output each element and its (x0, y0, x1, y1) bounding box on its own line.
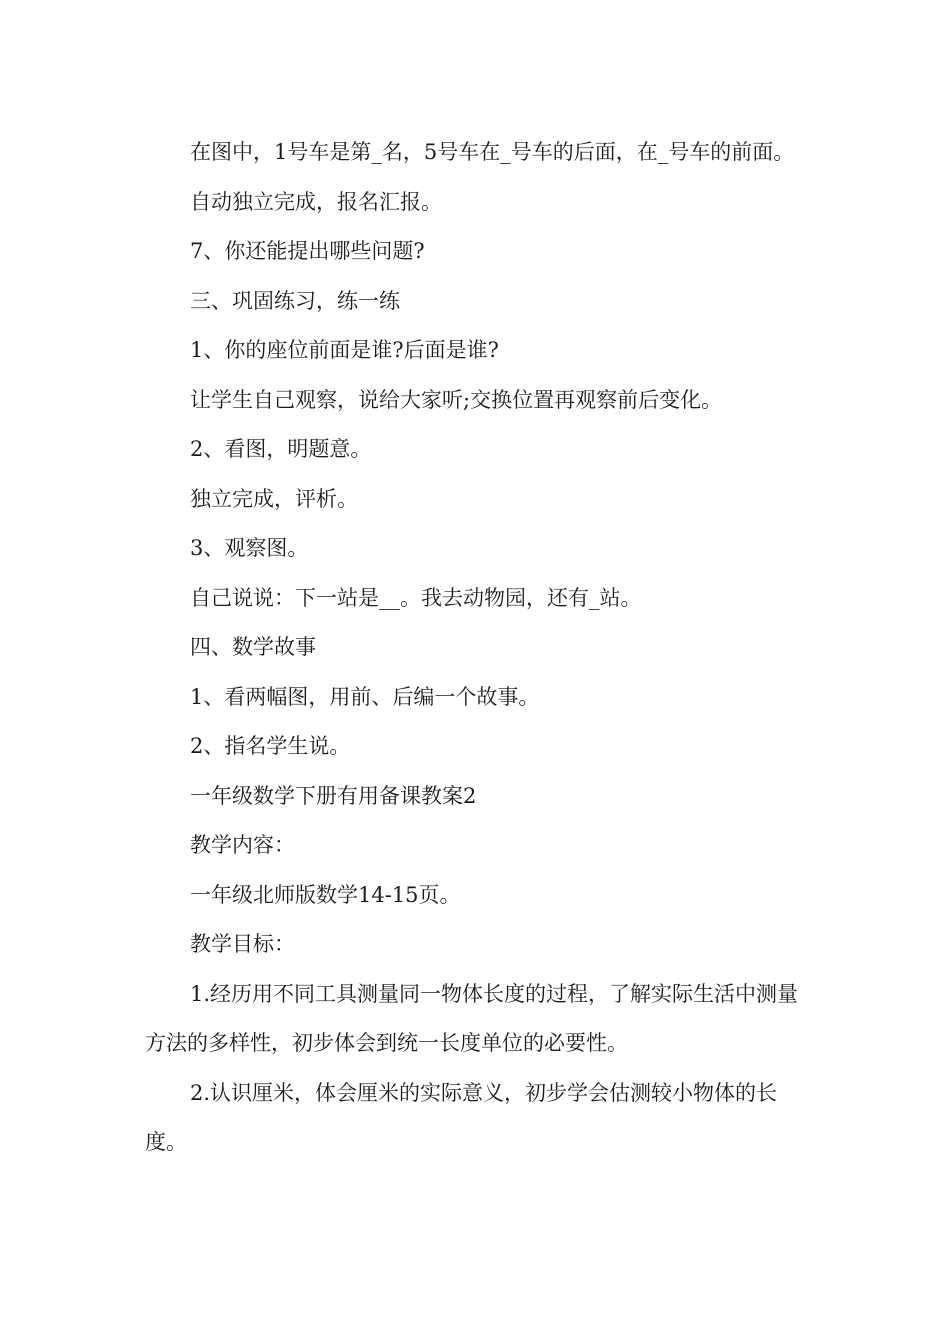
paragraph: 在图中，1号车是第_名，5号车在_号车的后面，在_号车的前面。 (190, 140, 795, 164)
paragraph: 2、看图，明题意。 (190, 437, 372, 461)
paragraph: 独立完成，评析。 (190, 486, 358, 511)
paragraph: 教学内容： (190, 833, 295, 857)
paragraph: 教学目标： (190, 932, 295, 956)
paragraph: 1、你的座位前面是谁?后面是谁? (190, 338, 499, 362)
paragraph: 让学生自己观察，说给大家听;交换位置再观察前后变化。 (190, 387, 723, 412)
section-heading: 三、巩固练习，练一练 (190, 288, 400, 313)
paragraph: 7、你还能提出哪些问题? (190, 239, 425, 263)
paragraph: 1、看两幅图，用前、后编一个故事。 (190, 684, 540, 709)
paragraph: 自动独立完成，报名汇报。 (190, 189, 442, 214)
paragraph: 2.认识厘米，体会厘米的实际意义，初步学会估测较小物体的长度。 (145, 1080, 778, 1154)
paragraph: 一年级北师版数学14-15页。 (190, 882, 461, 907)
document-subtitle: 一年级数学下册有用备课教案2 (190, 783, 477, 808)
paragraph: 2、指名学生说。 (190, 734, 351, 758)
paragraph: 1.经历用不同工具测量同一物体长度的过程，了解实际生活中测量方法的多样性，初步体会到统一长度单位的必要性。 (145, 981, 799, 1055)
paragraph: 3、观察图。 (190, 536, 309, 560)
document-body (145, 128, 809, 1168)
section-heading: 四、数学故事 (190, 635, 316, 659)
paragraph: 自己说说：下一站是__。我去动物园，还有_站。 (190, 585, 642, 610)
